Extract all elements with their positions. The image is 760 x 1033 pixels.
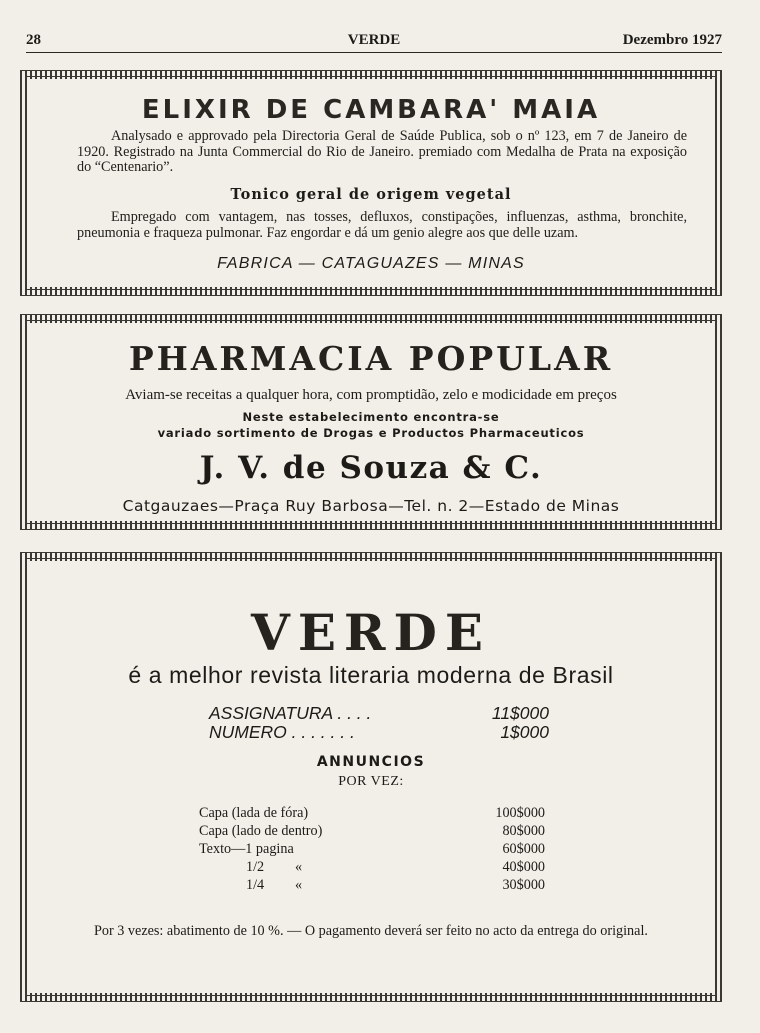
price-value: 40$000 bbox=[502, 859, 545, 875]
subscription-price: 1$000 bbox=[500, 722, 549, 742]
pharmacia-owner: J. V. de Souza & C. bbox=[199, 450, 543, 486]
elixir-usage-text: Empregado com vantagem, nas tosses, defluxos, constipações, influenzas, asthma, bronchite, pneumonia e fraqueza pulmonar. Faz engordar e dá um genio alegre aos que delle uzam. bbox=[77, 209, 687, 241]
price-label: Capa (lada de fóra) bbox=[199, 805, 309, 821]
ad-verde-box bbox=[20, 552, 722, 1002]
annuncios-heading: ANNUNCIOS bbox=[316, 754, 426, 770]
elixir-approval-text: Analysado e approvado pela Directoria Geral de Saúde Publica, sob o nº 123, em 7 de Janeiro de 1920. Registrado na Junta Commercial do Rio de Janeiro. premiado com Medalha de Prata na exposição do “Centenario”. bbox=[77, 128, 687, 175]
ditto-mark: « bbox=[295, 859, 303, 875]
price-label: 1/2 bbox=[246, 859, 265, 875]
pharmacia-title: PHARMACIA POPULAR bbox=[128, 339, 614, 378]
ditto-mark: « bbox=[295, 877, 303, 893]
elixir-title: ELIXIR DE CAMBARA' MAIA bbox=[141, 95, 601, 125]
price-row bbox=[199, 823, 545, 841]
price-label: Texto—1 pagina bbox=[199, 841, 294, 857]
ad-pharmacia-box bbox=[20, 314, 722, 530]
pharmacia-line-1: Aviam-se receitas a qualquer hora, com promptidão, zelo e modicidade em preços bbox=[125, 387, 617, 403]
verde-title: VERDE bbox=[251, 603, 491, 662]
price-value: 60$000 bbox=[502, 841, 545, 857]
subscription-price: 11$000 bbox=[491, 703, 549, 723]
ad-elixir-box bbox=[20, 70, 722, 296]
por-vez-label: POR VEZ: bbox=[338, 774, 404, 789]
price-label: Capa (lado de dentro) bbox=[199, 823, 323, 839]
pharmacia-line-3: variado sortimento de Drogas e Productos Pharmaceuticos bbox=[157, 426, 585, 440]
price-row bbox=[199, 877, 545, 895]
pharmacia-line-2: Neste estabelecimento encontra-se bbox=[242, 410, 500, 424]
price-label: 1/4 bbox=[246, 877, 265, 893]
price-value: 80$000 bbox=[502, 823, 545, 839]
subscription-label: ASSIGNATURA . . . . bbox=[209, 703, 372, 723]
magazine-name: VERDE bbox=[347, 32, 401, 48]
elixir-subtitle: Tonico geral de origem vegetal bbox=[230, 186, 512, 203]
price-value: 100$000 bbox=[495, 805, 545, 821]
verde-footer-note: Por 3 vezes: abatimento de 10 %. — O pagamento deverá ser feito no acto da entrega do original. bbox=[94, 923, 648, 939]
page-header bbox=[26, 30, 722, 53]
price-row bbox=[199, 841, 545, 859]
price-row bbox=[199, 805, 545, 823]
subscription-label: NUMERO . . . . . . . bbox=[209, 722, 355, 742]
elixir-factory: FABRICA — CATAGUAZES — MINAS bbox=[217, 255, 525, 272]
price-row bbox=[199, 859, 545, 877]
verde-tagline: é a melhor revista literaria moderna de Brasil bbox=[128, 662, 614, 688]
issue-date: Dezembro 1927 bbox=[622, 32, 722, 48]
price-value: 30$000 bbox=[502, 877, 545, 893]
pharmacia-address: Catgauzaes—Praça Ruy Barbosa—Tel. n. 2—Estado de Minas bbox=[122, 497, 620, 515]
page-number: 28 bbox=[26, 32, 41, 48]
